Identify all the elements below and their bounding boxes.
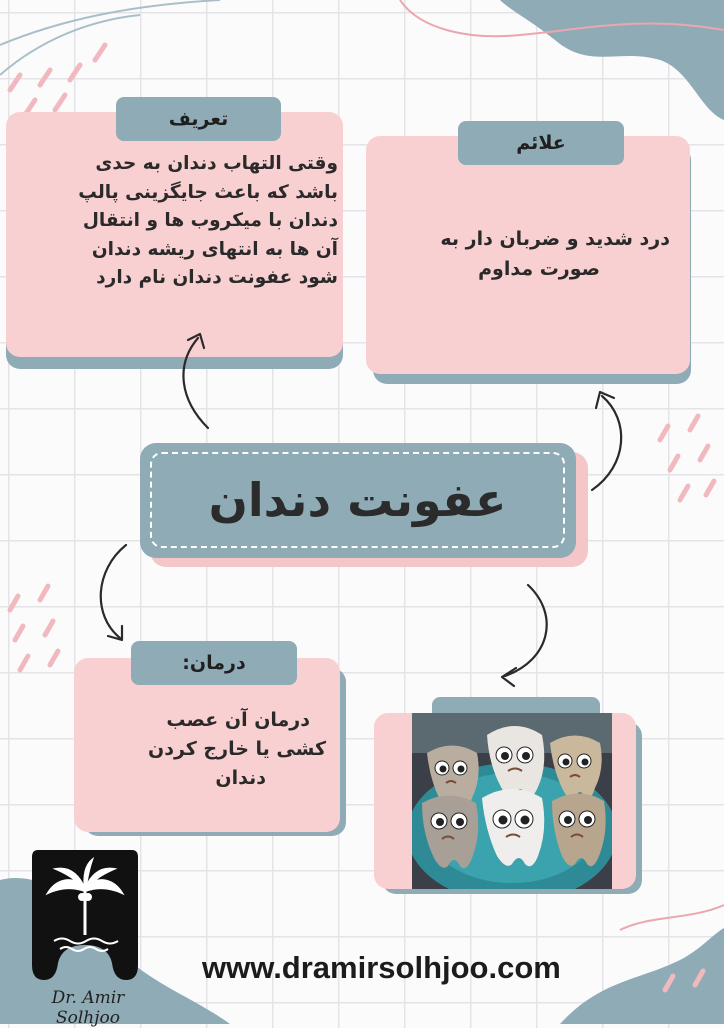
- logo: [26, 845, 144, 1028]
- symptoms-heading: علائم: [458, 121, 624, 165]
- arrow-to-image: [505, 585, 547, 676]
- arrow-to-symptoms: [592, 396, 621, 490]
- treatment-text: درمان آن عصب کشی یا خارج کردن دندان: [147, 709, 326, 789]
- definition-heading: تعریف: [116, 97, 281, 141]
- arrow-to-treatment: [101, 545, 126, 638]
- definition-text: وقتی التهاب دندان به حدی باشد که باعث جایگزینی پالپ دندان با میکروب ها و انتقال آن ها به انتهای ریشه دندان شود عفونت دندان نام دارد: [78, 153, 338, 288]
- website-url[interactable]: www.dramirsolhjoo.com: [202, 950, 561, 985]
- symptoms-text: درد شدید و ضربان دار به صورت مداوم: [440, 228, 670, 280]
- tooth-palm-logo: [26, 845, 144, 985]
- logo-caption: Dr. Amir Solhjoo: [51, 988, 125, 1028]
- treatment-heading: درمان:: [131, 641, 297, 685]
- arrow-to-definition: [183, 338, 208, 428]
- page-title: عفونت دندان: [208, 473, 507, 527]
